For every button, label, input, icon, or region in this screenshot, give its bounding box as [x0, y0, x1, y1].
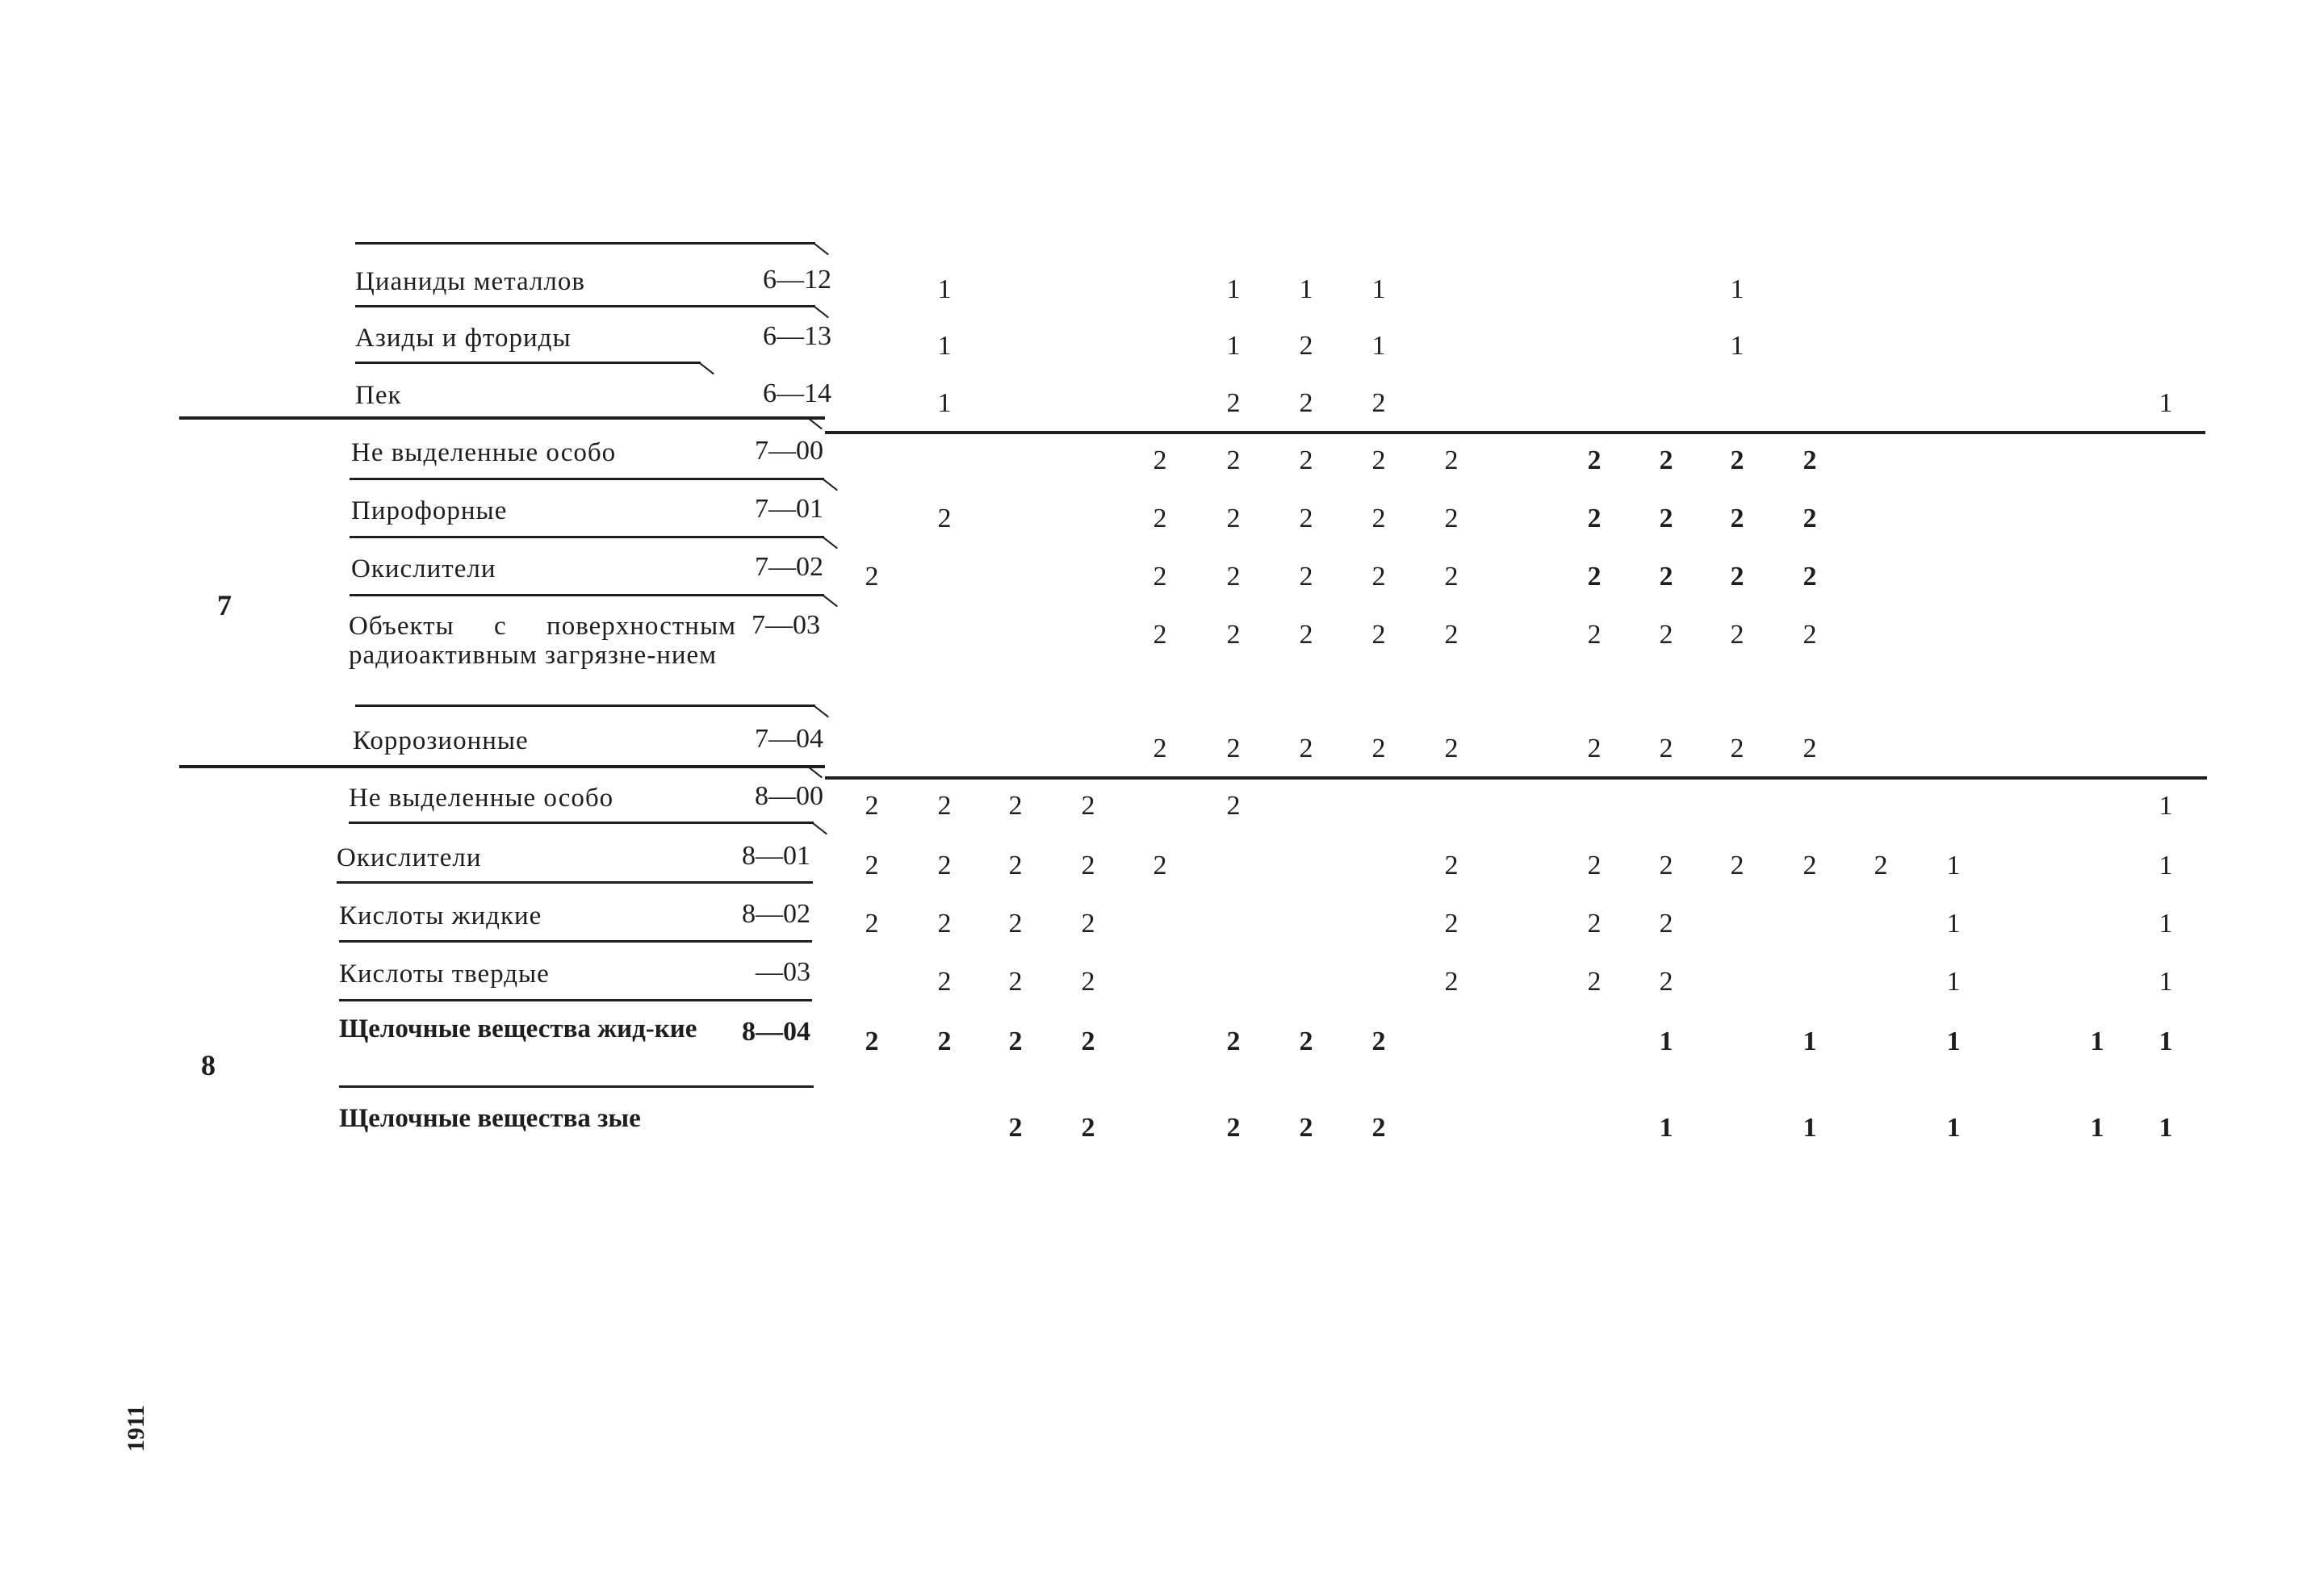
table-cell: 2: [1659, 504, 1673, 533]
table-cell: 2: [1659, 620, 1673, 650]
table-cell: 2: [865, 851, 879, 880]
table-cell: 2: [1371, 504, 1386, 533]
table-cell: 2: [937, 791, 952, 821]
row-underline: [355, 305, 815, 307]
table-cell: 2: [1371, 445, 1386, 475]
table-cell: 1: [2159, 1113, 2173, 1143]
table-cell: 2: [1587, 851, 1602, 880]
table-cell: 1: [937, 331, 952, 361]
table-cell: 1: [2090, 1026, 2104, 1056]
table-cell: 2: [1299, 388, 1313, 418]
section-divider-7-8-right: [825, 776, 2207, 780]
table-cell: 2: [1299, 562, 1313, 592]
table-cell: 2: [1008, 909, 1023, 939]
section-divider-6-7-right: [825, 431, 2205, 434]
table-cell: 2: [937, 1026, 952, 1056]
table-cell: 1: [1226, 331, 1241, 361]
row-underline-bend: [822, 478, 838, 491]
row-code: 7—04: [755, 724, 823, 754]
table-cell: 2: [1587, 445, 1602, 475]
row-underline: [349, 822, 814, 824]
group-number-7: 7: [217, 589, 232, 621]
table-cell: 2: [1153, 620, 1167, 650]
row-label: Не выделенные особо: [351, 438, 617, 467]
table-cell: 2: [1226, 734, 1241, 763]
table-cell: 2: [1371, 1026, 1386, 1056]
table-cell: 2: [1587, 909, 1602, 939]
row-code: 8—02: [742, 899, 810, 929]
page-number: 1911: [123, 1404, 150, 1453]
row-code: 7—01: [755, 494, 823, 524]
table-cell: 2: [1299, 1026, 1313, 1056]
table-cell: 1: [2159, 851, 2173, 880]
table-cell: 2: [1299, 331, 1313, 361]
table-cell: 2: [1226, 445, 1241, 475]
table-cell: 2: [1587, 620, 1602, 650]
section-divider-6-7: [179, 416, 825, 420]
row-underline-bend: [811, 822, 827, 834]
table-cell: 2: [1444, 851, 1459, 880]
table-cell: 2: [1444, 620, 1459, 650]
table-cell: 2: [1444, 504, 1459, 533]
table-cell: 2: [937, 967, 952, 997]
row-underline: [350, 478, 824, 480]
row-underline: [337, 881, 813, 884]
row-code: 6—12: [763, 265, 831, 295]
table-cell: 2: [1444, 445, 1459, 475]
row-underline-bend: [822, 594, 838, 607]
table-cell: 2: [1226, 1026, 1241, 1056]
row-underline: [339, 999, 812, 1001]
table-cell: 2: [1371, 620, 1386, 650]
row-label: Окислители: [351, 554, 496, 583]
table-cell: 2: [1008, 851, 1023, 880]
table-cell: 2: [865, 562, 879, 592]
table-cell: 2: [937, 504, 952, 533]
table-cell: 1: [2159, 967, 2173, 997]
row-label: Объекты с поверхностным радиоактивным загрязне-нием: [349, 612, 736, 670]
table-top-rule-bend: [813, 242, 829, 255]
table-cell: 1: [1946, 967, 1961, 997]
row-underline: [350, 594, 824, 596]
table-cell: 2: [1153, 851, 1167, 880]
table-cell: 1: [937, 274, 952, 304]
row-label: Пирофорные: [351, 496, 508, 525]
table-cell: 1: [2159, 1026, 2173, 1056]
row-7-03-rule-bend: [813, 705, 829, 717]
table-cell: 2: [1730, 562, 1744, 592]
table-cell: 2: [1803, 734, 1817, 763]
table-cell: 2: [1659, 562, 1673, 592]
row-label: Коррозионные: [353, 726, 529, 755]
table-cell: 2: [1226, 504, 1241, 533]
table-cell: 2: [1008, 1026, 1023, 1056]
table-cell: 1: [1803, 1113, 1817, 1143]
table-cell: 2: [865, 909, 879, 939]
row-code: 6—14: [763, 378, 831, 408]
table-cell: 1: [1371, 274, 1386, 304]
row-code: —03: [756, 957, 810, 987]
table-cell: 1: [1946, 1026, 1961, 1056]
row-code: 8—00: [755, 781, 823, 811]
table-cell: 2: [1659, 967, 1673, 997]
table-cell: 1: [937, 388, 952, 418]
table-cell: 1: [1371, 331, 1386, 361]
table-cell: 2: [1226, 791, 1241, 821]
table-cell: 2: [1299, 734, 1313, 763]
table-cell: 2: [865, 1026, 879, 1056]
row-label: Не выделенные особо: [349, 784, 614, 813]
row-underline: [339, 1085, 814, 1088]
table-cell: 2: [1008, 1113, 1023, 1143]
table-cell: 2: [1226, 620, 1241, 650]
row-label: Азиды и фториды: [355, 324, 572, 353]
table-cell: 1: [1946, 851, 1961, 880]
table-cell: 2: [1226, 562, 1241, 592]
row-label: Кислоты твердые: [339, 960, 550, 989]
table-cell: 1: [1946, 1113, 1961, 1143]
table-cell: 2: [937, 909, 952, 939]
table-cell: 2: [1444, 562, 1459, 592]
table-cell: 1: [1226, 274, 1241, 304]
table-cell: 2: [1803, 851, 1817, 880]
row-code: 7—03: [752, 610, 820, 640]
table-cell: 2: [1008, 791, 1023, 821]
table-cell: 2: [1803, 504, 1817, 533]
row-underline: [339, 940, 812, 943]
table-cell: 2: [1081, 1026, 1095, 1056]
table-cell: 2: [1371, 734, 1386, 763]
table-cell: 2: [1153, 445, 1167, 475]
table-cell: 2: [1587, 967, 1602, 997]
table-cell: 2: [1659, 909, 1673, 939]
table-cell: 2: [1659, 445, 1673, 475]
table-cell: 2: [1299, 1113, 1313, 1143]
table-cell: 2: [1444, 909, 1459, 939]
table-cell: 2: [1299, 445, 1313, 475]
table-cell: 2: [1008, 967, 1023, 997]
table-cell: 2: [1153, 734, 1167, 763]
table-cell: 1: [1299, 274, 1313, 304]
table-cell: 2: [1587, 504, 1602, 533]
table-cell: 1: [1803, 1026, 1817, 1056]
table-cell: 2: [1153, 562, 1167, 592]
row-7-03-rule: [355, 705, 815, 707]
table-cell: 2: [1803, 620, 1817, 650]
table-cell: 2: [1587, 562, 1602, 592]
group-number-8: 8: [201, 1049, 216, 1081]
table-cell: 2: [1081, 967, 1095, 997]
table-cell: 2: [1153, 504, 1167, 533]
table-cell: 1: [1946, 909, 1961, 939]
section-divider-7-8: [179, 765, 825, 768]
table-cell: 2: [1730, 445, 1744, 475]
row-underline-bend: [822, 536, 838, 549]
row-label: Пек: [355, 381, 402, 410]
table-cell: 2: [1730, 504, 1744, 533]
table-cell: 2: [1659, 851, 1673, 880]
table-cell: 2: [1081, 909, 1095, 939]
table-cell: 1: [2090, 1113, 2104, 1143]
table-cell: 1: [1659, 1026, 1673, 1056]
table-cell: 2: [1299, 504, 1313, 533]
row-underline: [350, 536, 824, 538]
row-code: 6—13: [763, 321, 831, 351]
table-cell: 2: [1803, 445, 1817, 475]
table-cell: 2: [1371, 1113, 1386, 1143]
table-cell: 1: [1730, 331, 1744, 361]
table-cell: 2: [1299, 620, 1313, 650]
table-cell: 1: [2159, 388, 2173, 418]
table-cell: 2: [1444, 967, 1459, 997]
row-label: Цианиды металлов: [355, 267, 585, 296]
row-label: Кислоты жидкие: [339, 901, 542, 930]
table-cell: 1: [2159, 909, 2173, 939]
row-underline: [355, 362, 701, 364]
table-top-rule: [355, 242, 815, 245]
row-label: Окислители: [337, 843, 482, 872]
row-underline-bend: [813, 305, 829, 318]
table-cell: 2: [1803, 562, 1817, 592]
table-cell: 2: [1444, 734, 1459, 763]
row-label: Щелочные вещества жид-кие: [339, 1014, 697, 1043]
table-cell: 2: [1730, 851, 1744, 880]
table-cell: 2: [937, 851, 952, 880]
row-code: 7—02: [755, 552, 823, 582]
table-cell: 1: [1659, 1113, 1673, 1143]
table-cell: 2: [865, 791, 879, 821]
row-label: Щелочные вещества зые: [339, 1104, 641, 1133]
table-cell: 2: [1081, 791, 1095, 821]
table-cell: 2: [1226, 388, 1241, 418]
row-underline-bend: [698, 362, 714, 374]
table-cell: 2: [1081, 1113, 1095, 1143]
table-cell: 1: [1730, 274, 1744, 304]
row-code: 8—01: [742, 841, 810, 871]
table-cell: 2: [1730, 734, 1744, 763]
row-code: 7—00: [755, 436, 823, 466]
table-cell: 2: [1659, 734, 1673, 763]
table-cell: 2: [1874, 851, 1888, 880]
table-cell: 2: [1730, 620, 1744, 650]
table-cell: 2: [1371, 562, 1386, 592]
row-code: 8—04: [742, 1017, 810, 1047]
table-cell: 2: [1226, 1113, 1241, 1143]
table-cell: 2: [1081, 851, 1095, 880]
table-cell: 2: [1371, 388, 1386, 418]
table-cell: 2: [1587, 734, 1602, 763]
table-cell: 1: [2159, 791, 2173, 821]
